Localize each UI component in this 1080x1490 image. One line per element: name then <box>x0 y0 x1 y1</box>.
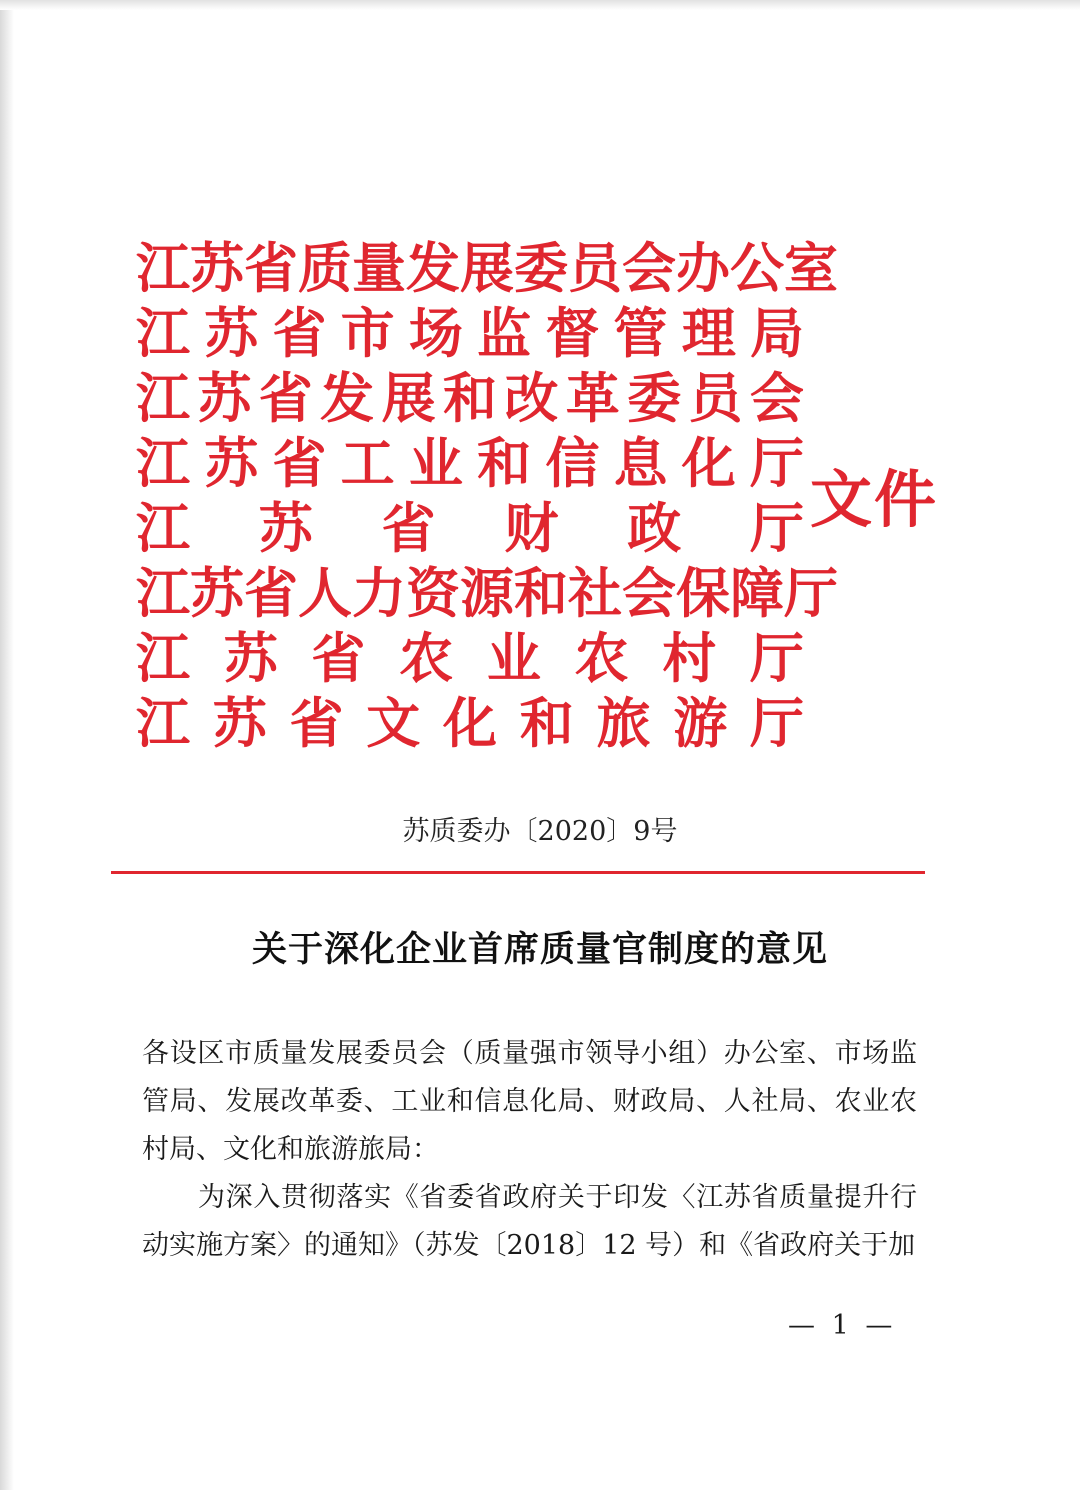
agency-name-line <box>136 236 838 301</box>
agency-name-char: 江 <box>136 431 190 495</box>
agency-name-char: 员 <box>688 366 743 430</box>
agency-name-char: 量 <box>352 236 406 300</box>
agency-name-char: 省 <box>272 431 327 495</box>
document-label: 文件 <box>810 463 939 536</box>
agency-name-char: 村 <box>662 626 717 690</box>
agency-name-char: 苏 <box>204 301 259 365</box>
agency-name-char: 江 <box>136 366 190 430</box>
agency-name-char: 苏 <box>204 431 259 495</box>
agency-name-char: 室 <box>784 236 838 300</box>
agency-name-char: 障 <box>730 561 784 625</box>
agency-name-char: 局 <box>749 301 804 365</box>
agency-name-char: 业 <box>486 626 541 690</box>
agency-name-char: 和 <box>519 691 574 755</box>
page-number: — 1 — <box>788 1310 897 1341</box>
agency-name-char: 市 <box>340 301 395 365</box>
agency-name-char: 会 <box>622 561 676 625</box>
agency-name-char: 和 <box>477 431 532 495</box>
agency-name-char: 江 <box>136 626 190 690</box>
agency-name-char: 和 <box>514 561 568 625</box>
agency-name-line <box>136 626 804 691</box>
agency-name-char: 江 <box>136 561 190 625</box>
agency-name-char: 革 <box>565 366 620 430</box>
agency-name-line <box>136 561 838 626</box>
agency-name-char: 息 <box>613 431 668 495</box>
agency-name-char: 力 <box>352 561 406 625</box>
agency-name-char: 化 <box>681 431 736 495</box>
agency-name-line <box>136 431 804 496</box>
agency-name-char: 省 <box>381 496 436 560</box>
agency-name-char: 督 <box>545 301 600 365</box>
agency-name-char: 苏 <box>212 691 267 755</box>
agency-name-char: 展 <box>381 366 436 430</box>
agency-name-char: 业 <box>408 431 463 495</box>
agency-name-char: 厅 <box>749 496 804 560</box>
document-number: 苏质委办〔2020〕9号 <box>402 816 678 847</box>
addressee-paragraph: 各设区市质量发展委员会（质量强市领导小组）办公室、市场监管局、发展改革委、工业和信息化局、财政局、人社局、农业农村局、文化和旅游旅局： <box>142 1038 917 1165</box>
agency-name-char: 省 <box>258 366 313 430</box>
agency-name-char: 监 <box>477 301 532 365</box>
agency-name-char: 江 <box>136 301 190 365</box>
agency-name-char: 委 <box>514 236 568 300</box>
agency-name-line <box>136 496 804 561</box>
agency-name-char: 江 <box>136 496 190 560</box>
issuing-agencies-block <box>136 236 838 756</box>
body-paragraph: 为深入贯彻落实《省委省政府关于印发〈江苏省质量提升行动实施方案〉的通知》（苏发〔2018〕12 号）和《省政府关于加 <box>142 1182 917 1261</box>
agency-name-char: 厅 <box>749 626 804 690</box>
agency-name-char: 省 <box>272 301 327 365</box>
document-title: 关于深化企业首席质量官制度的意见 <box>251 929 828 970</box>
agency-name-char: 资 <box>406 561 460 625</box>
agency-name-char: 省 <box>244 561 298 625</box>
agency-name-char: 发 <box>406 236 460 300</box>
agency-name-char: 理 <box>681 301 736 365</box>
agency-name-char: 苏 <box>258 496 313 560</box>
agency-name-char: 游 <box>673 691 728 755</box>
agency-name-char: 化 <box>443 691 497 755</box>
agency-name-char: 会 <box>622 236 676 300</box>
agency-name-char: 省 <box>311 626 366 690</box>
page-edge-shadow <box>0 0 14 1490</box>
agency-name-char: 厅 <box>749 431 804 495</box>
agency-name-char: 展 <box>460 236 514 300</box>
agency-name-char: 厅 <box>784 561 838 625</box>
agency-name-char: 江 <box>136 236 190 300</box>
agency-name-char: 苏 <box>190 236 244 300</box>
agency-name-char: 财 <box>504 496 559 560</box>
agency-name-char: 人 <box>298 561 352 625</box>
agency-name-char: 文 <box>366 691 421 755</box>
agency-name-char: 省 <box>289 691 344 755</box>
document-body <box>142 1030 917 1270</box>
agency-name-line <box>136 301 804 366</box>
agency-name-char: 厅 <box>750 691 804 755</box>
agency-name-char: 场 <box>408 301 463 365</box>
agency-name-char: 苏 <box>197 366 252 430</box>
agency-name-char: 和 <box>442 366 497 430</box>
agency-name-char: 江 <box>136 691 190 755</box>
agency-name-line <box>136 366 804 431</box>
agency-name-char: 委 <box>627 366 682 430</box>
agency-name-char: 公 <box>730 236 784 300</box>
agency-name-char: 发 <box>320 366 375 430</box>
agency-name-char: 管 <box>613 301 668 365</box>
agency-name-char: 质 <box>298 236 352 300</box>
agency-name-char: 信 <box>545 431 600 495</box>
agency-name-char: 员 <box>568 236 622 300</box>
agency-name-char: 苏 <box>223 626 278 690</box>
agency-name-char: 社 <box>568 561 622 625</box>
agency-name-char: 农 <box>574 626 629 690</box>
agency-name-char: 农 <box>399 626 454 690</box>
agency-name-char: 保 <box>676 561 730 625</box>
page-top-shadow <box>0 0 1080 10</box>
agency-name-char: 旅 <box>596 691 651 755</box>
agency-name-char: 省 <box>244 236 298 300</box>
agency-name-char: 办 <box>676 236 730 300</box>
red-divider-line <box>111 871 925 874</box>
agency-name-char: 苏 <box>190 561 244 625</box>
agency-name-char: 改 <box>504 366 559 430</box>
agency-name-char: 会 <box>749 366 804 430</box>
agency-name-char: 源 <box>460 561 514 625</box>
agency-name-char: 工 <box>340 431 395 495</box>
agency-name-line <box>136 691 804 756</box>
agency-name-char: 政 <box>627 496 682 560</box>
